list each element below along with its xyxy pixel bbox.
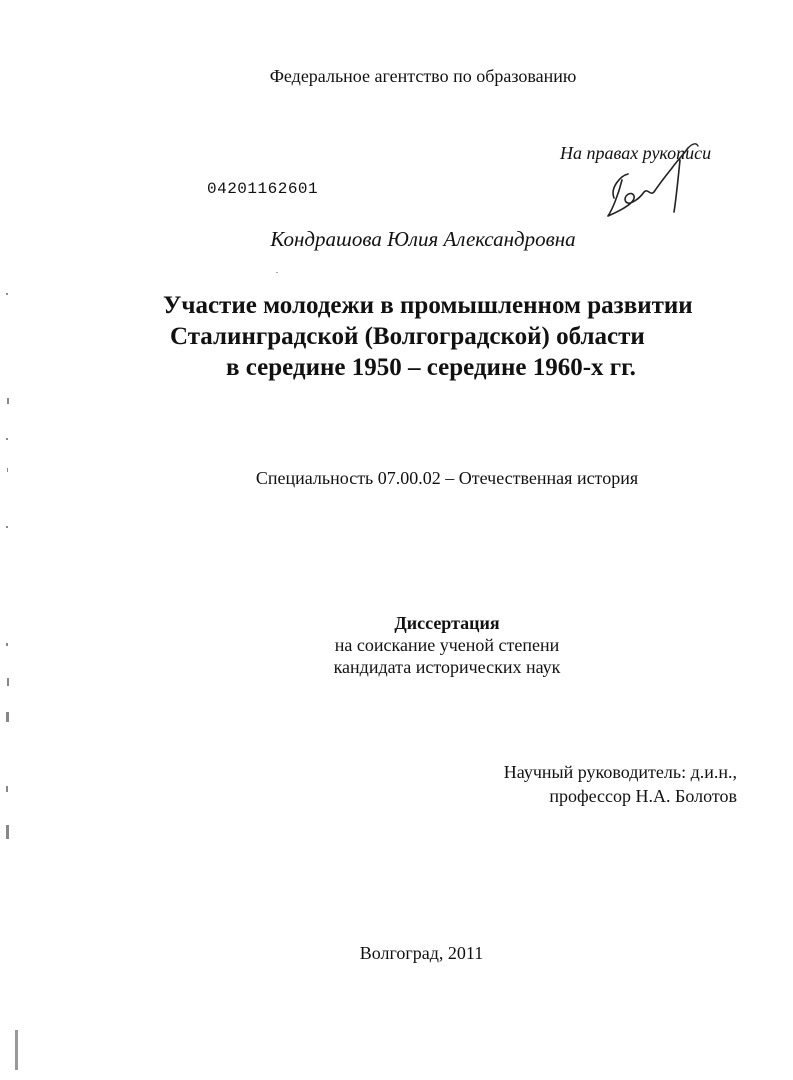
dissertation-block	[0, 612, 793, 678]
scan-speck	[7, 678, 9, 686]
scan-speck	[6, 712, 9, 722]
scientific-advisor	[504, 760, 737, 808]
document-number: 04201162601	[207, 180, 319, 198]
dissertation-title	[160, 290, 740, 383]
degree-line-1: на соискание ученой степени	[334, 635, 560, 655]
scan-speck	[6, 825, 9, 839]
scan-speck	[7, 468, 8, 472]
title-line-2: Сталинградской (Волгоградской) области	[170, 323, 645, 350]
dissertation-heading: Диссертация	[394, 613, 500, 633]
handwritten-signature	[592, 140, 712, 230]
scan-speck	[6, 438, 8, 440]
advisor-line-1: Научный руководитель: д.и.н.,	[503, 762, 737, 782]
scan-speck	[6, 293, 8, 295]
title-line-1: Участие молодежи в промышленном развитии	[163, 292, 693, 319]
city-year: Волгоград, 2011	[359, 943, 484, 963]
rights-note: На правах рукописи	[560, 143, 712, 163]
scan-speck	[6, 786, 8, 792]
author-name: Кондрашова Юлия Александровна	[270, 227, 576, 251]
scan-speck	[6, 526, 8, 528]
scan-speck	[7, 398, 9, 404]
scan-speck	[15, 1030, 18, 1070]
title-line-3: в середине 1950 – середине 1960-х гг.	[226, 354, 636, 381]
scan-speck	[6, 643, 8, 646]
scan-speck	[276, 272, 278, 273]
specialty: Специальность 07.00.02 – Отечественная история	[255, 468, 639, 488]
advisor-line-2: профессор Н.А. Болотов	[549, 786, 737, 806]
agency-name: Федеральное агентство по образованию	[269, 66, 577, 86]
degree-line-2: кандидата исторических наук	[333, 657, 561, 677]
